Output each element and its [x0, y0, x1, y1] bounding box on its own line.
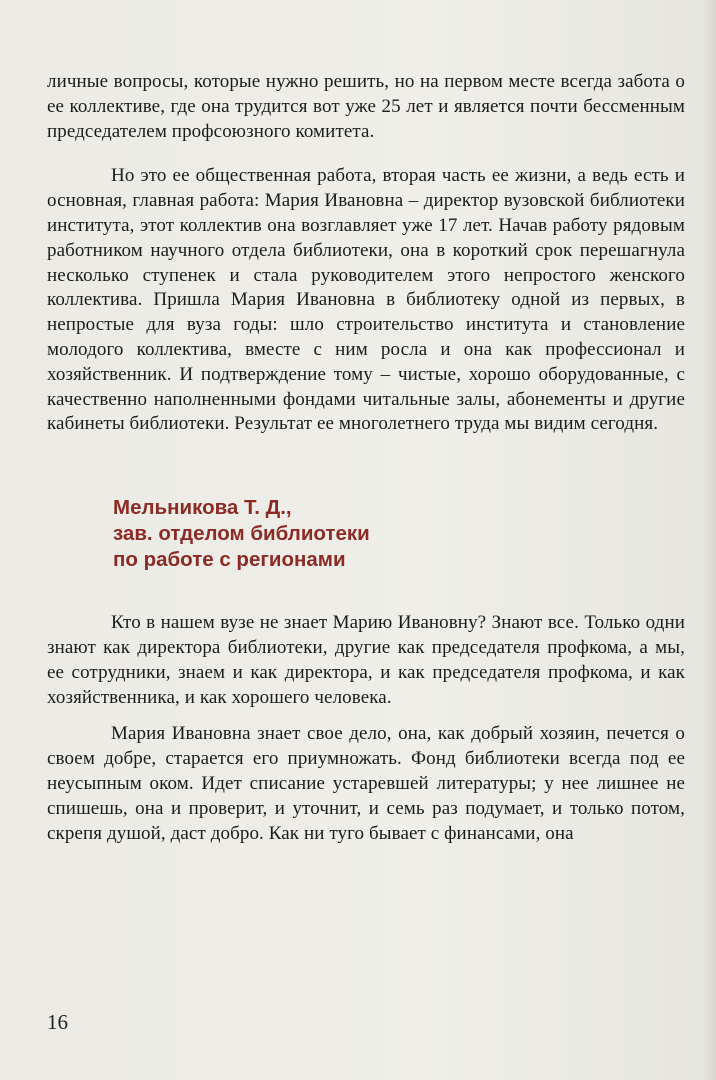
paragraph-knows-her-work: Мария Ивановна знает свое дело, она, как добрый хозяин, печется о своем добре, старается его приумножать. Фонд библиотеки всегда под ее неусыпным оком. Идет списание устаревшей литературы; у нее лишнее не спишешь, она и проверит, и уточнит, и семь раз подумает, и только потом, скрепя душой, даст добро. Как ни туго бывает с финансами, она [47, 723, 685, 844]
page-body [47, 70, 685, 846]
paragraph-continued: личные вопросы, которые нужно решить, но на первом месте всегда забота о ее коллективе, где она трудится вот уже 25 лет и является почти бессменным председателем профсоюзного комитета. [47, 71, 685, 142]
paragraph-main-work: Но это ее общественная работа, вторая часть ее жизни, а ведь есть и основная, главная работа: Мария Ивановна – директор вузовской библиотеки института, этот коллектив она возглавляет уже 17 лет. Начав работу рядовым работником научного отдела библиотеки, она в короткий срок перешагнула несколько ступенек и стала руководителем этого непростого женского коллектива. Пришла Мария Ивановна в библиотеку одной из первых, в непростые для вуза годы: шло строительство института и становление молодого коллектива, вместе с ним росла и она как профессионал и хозяйственник. И подтверждение тому – чистые, хорошо оборудованные, с качественно наполненными фондами читальные залы, абонементы и другие кабинеты библиотеки. Результат ее многолетнего труда мы видим сегодня. [47, 165, 685, 435]
page-number: 16 [47, 1010, 68, 1034]
page-edge-shadow [702, 0, 716, 1080]
author-heading [113, 495, 685, 573]
author-name: Мельникова Т. Д., [113, 496, 292, 520]
author-position-line-2: по работе с регионами [113, 548, 346, 572]
paragraph-who-knows: Кто в нашем вузе не знает Марию Ивановну? Знают все. Только одни знают как директора библиотеки, другие как председателя профкома, а мы, ее сотрудники, знаем и как директора, и как председателя профкома, и как хозяйственника, и как хорошего человека. [47, 612, 685, 708]
author-position-line-1: зав. отделом библиотеки [113, 522, 370, 546]
